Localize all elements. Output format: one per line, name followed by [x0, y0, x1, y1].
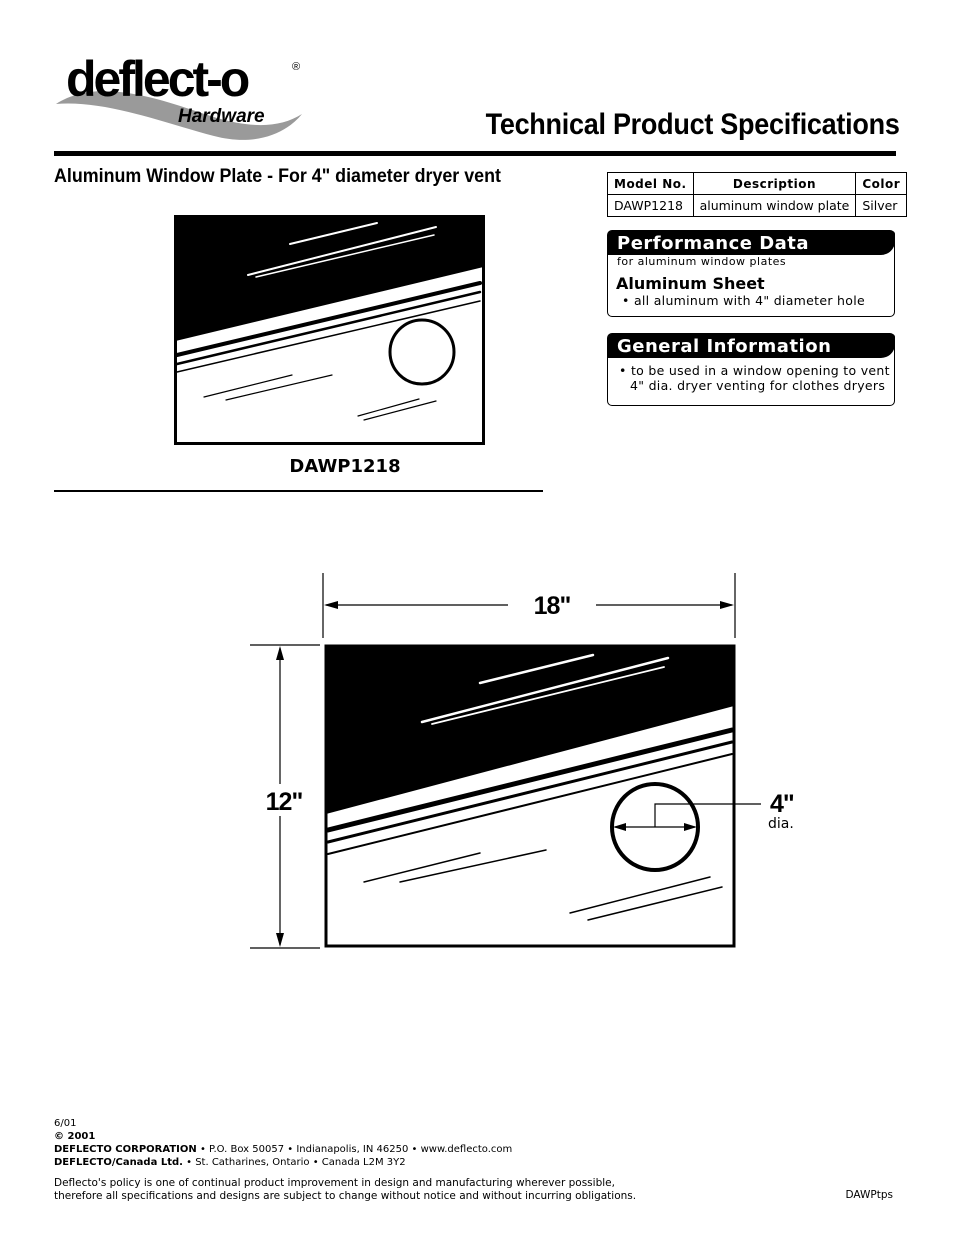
table-cell-color: Silver [856, 195, 907, 217]
footer-canada [54, 1157, 406, 1168]
table-header-color: Color [856, 173, 907, 195]
general-bullet-line-2: 4" dia. dryer venting for clothes dryers [630, 378, 886, 393]
width-label: 18" [533, 592, 571, 620]
footer-policy-line-1: Deflecto's policy is one of continual product improvement in design and manufacturing wherever possible, [54, 1177, 615, 1189]
footer-policy-line-2: therefore all specifications and designs are subject to change without notice and without incurring obligations. [54, 1190, 637, 1202]
hole-diameter-label: 4" [770, 790, 794, 818]
footer-corporation [54, 1144, 512, 1155]
table-cell-model: DAWP1218 [608, 195, 694, 217]
table-header-model: Model No. [608, 173, 694, 195]
height-label: 12" [265, 788, 303, 816]
footer-corp-name: DEFLECTO CORPORATION [54, 1144, 197, 1155]
title-divider [54, 151, 896, 156]
dimension-diagram [240, 570, 810, 960]
footer-copyright: © 2001 [54, 1131, 96, 1142]
deflecto-logo [52, 52, 312, 144]
footer-policy [54, 1177, 636, 1203]
performance-data-heading: Performance Data [608, 231, 895, 255]
logo-hardware-text: Hardware [178, 106, 265, 127]
general-information-heading: General Information [608, 334, 895, 358]
hole-diameter-unit: dia. [768, 816, 794, 832]
page-title: Technical Product Specifications [485, 108, 900, 141]
thumbnail-model-caption: DAWP1218 [289, 456, 401, 477]
caption-divider [54, 490, 543, 492]
aluminum-sheet-heading: Aluminum Sheet [616, 274, 765, 293]
window-plate-drawing [326, 646, 761, 946]
performance-note: for aluminum window plates [617, 255, 787, 268]
model-spec-table [607, 172, 907, 217]
product-subtitle: Aluminum Window Plate - For 4" diameter dryer vent [54, 166, 501, 187]
table-header-row [608, 173, 907, 195]
width-dimension-line [323, 573, 735, 638]
product-thumbnail-illustration [174, 215, 485, 445]
table-cell-description: aluminum window plate [693, 195, 856, 217]
general-bullet-line-1: • to be used in a window opening to vent [619, 363, 890, 378]
footer-date: 6/01 [54, 1118, 77, 1129]
thumbnail-vent-hole [390, 320, 454, 384]
footer-canada-details: • St. Catharines, Ontario • Canada L2M 3Y2 [182, 1157, 406, 1168]
footer-corp-details: • P.O. Box 50057 • Indianapolis, IN 46250 • www.deflecto.com [196, 1144, 513, 1155]
performance-bullet: • all aluminum with 4" diameter hole [622, 293, 865, 308]
performance-data-box [607, 230, 895, 317]
logo-registered-mark: ® [292, 61, 301, 73]
table-header-description: Description [693, 173, 856, 195]
table-row [608, 195, 907, 217]
logo-brand-text: deflect-o [66, 52, 248, 107]
general-information-box [607, 333, 895, 406]
footer-doc-code: DAWPtps [845, 1189, 893, 1201]
footer-canada-name: DEFLECTO/Canada Ltd. [54, 1157, 183, 1168]
